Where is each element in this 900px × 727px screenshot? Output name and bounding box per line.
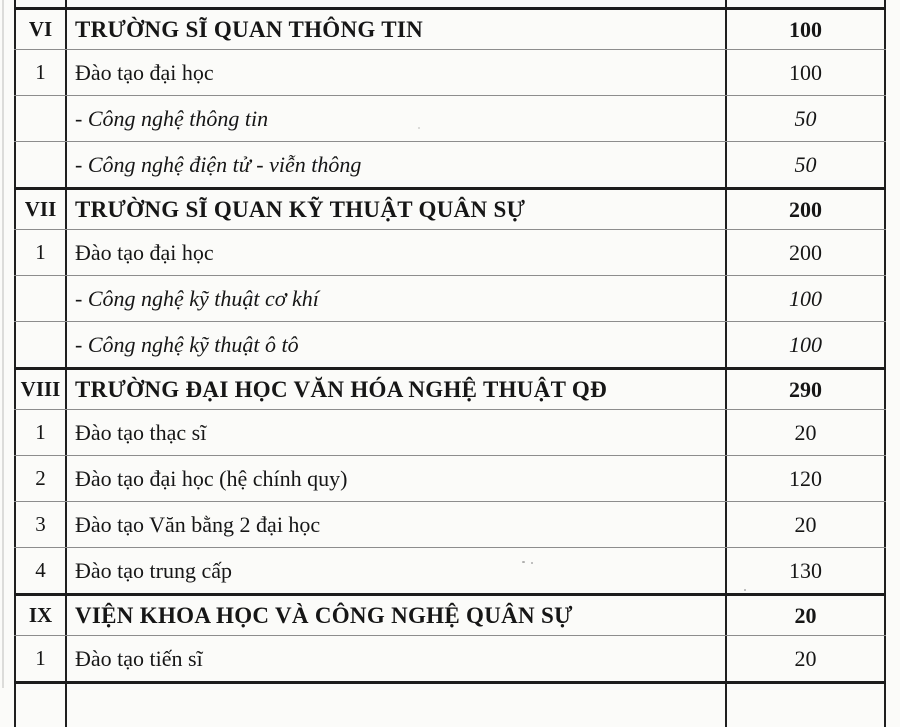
row-number-cell: VI bbox=[14, 10, 67, 49]
table-row bbox=[14, 409, 886, 455]
row-name-cell: Đào tạo đại học (hệ chính quy) bbox=[75, 465, 348, 491]
row-quota-cell: 100 bbox=[725, 322, 886, 367]
table-row bbox=[14, 593, 886, 635]
row-number-cell: 1 bbox=[14, 636, 67, 681]
row-number-cell bbox=[14, 684, 67, 727]
row-name-cell: - Công nghệ kỹ thuật ô tô bbox=[75, 331, 299, 357]
table-row bbox=[14, 455, 886, 501]
scan-speckle bbox=[744, 589, 746, 591]
scan-speckle bbox=[531, 562, 533, 564]
row-name-cell: - Công nghệ kỹ thuật cơ khí bbox=[75, 285, 319, 311]
row-quota-cell: 200 bbox=[725, 190, 886, 229]
row-quota-cell: 200 bbox=[725, 230, 886, 275]
row-quota-cell: 100 bbox=[725, 10, 886, 49]
row-name-cell: Đào tạo đại học bbox=[75, 59, 214, 85]
row-name-cell: Đào tạo thạc sĩ bbox=[75, 419, 207, 445]
scan-edge-artifact bbox=[2, 0, 4, 688]
row-quota-cell: 20 bbox=[725, 596, 886, 635]
row-name-cell: TRƯỜNG ĐẠI HỌC VĂN HÓA NGHỆ THUẬT QĐ bbox=[75, 376, 607, 402]
row-number-cell: VIII bbox=[14, 370, 67, 409]
row-name-cell: TRƯỜNG SĨ QUAN THÔNG TIN bbox=[75, 16, 423, 42]
table-row bbox=[14, 321, 886, 367]
row-number-cell bbox=[14, 142, 67, 187]
row-number-cell bbox=[14, 322, 67, 367]
row-number-cell: 3 bbox=[14, 502, 67, 547]
row-quota-cell: 20 bbox=[725, 502, 886, 547]
table-row bbox=[14, 501, 886, 547]
row-name-cell: TRƯỜNG SĨ QUAN KỸ THUẬT QUÂN SỰ bbox=[75, 196, 526, 222]
table-row bbox=[14, 141, 886, 187]
row-name-cell: Đào tạo Văn bằng 2 đại học bbox=[75, 511, 321, 537]
row-quota-cell: 120 bbox=[725, 456, 886, 501]
table-row bbox=[14, 367, 886, 409]
scan-speckle bbox=[418, 127, 420, 129]
table-row bbox=[14, 7, 886, 49]
row-number-cell bbox=[14, 276, 67, 321]
row-quota-cell: 50 bbox=[725, 142, 886, 187]
row-quota-cell: 50 bbox=[725, 96, 886, 141]
table-row bbox=[14, 49, 886, 95]
table-body bbox=[14, 0, 886, 727]
row-name-cell: VIỆN KHOA HỌC VÀ CÔNG NGHỆ QUÂN SỰ bbox=[75, 602, 573, 628]
enrollment-quota-table bbox=[14, 0, 886, 727]
row-name-cell: - Công nghệ điện tử - viễn thông bbox=[75, 151, 362, 177]
table-row bbox=[14, 229, 886, 275]
row-quota-cell: 130 bbox=[725, 548, 886, 593]
row-name-cell: Đào tạo đại học bbox=[75, 239, 214, 265]
table-row bbox=[14, 187, 886, 229]
table-row bbox=[14, 0, 886, 7]
row-number-cell: 1 bbox=[14, 410, 67, 455]
row-quota-cell: 20 bbox=[725, 636, 886, 681]
row-quota-cell bbox=[725, 684, 886, 727]
row-number-cell bbox=[14, 96, 67, 141]
table-row bbox=[14, 95, 886, 141]
row-quota-cell: 100 bbox=[725, 276, 886, 321]
row-number-cell: 2 bbox=[14, 456, 67, 501]
row-number-cell: 1 bbox=[14, 230, 67, 275]
row-name-cell: Đào tạo trung cấp bbox=[75, 557, 232, 583]
row-number-cell bbox=[14, 0, 67, 7]
row-name-cell: - Công nghệ thông tin bbox=[75, 105, 269, 131]
row-quota-cell: 100 bbox=[725, 50, 886, 95]
row-quota-cell bbox=[725, 0, 886, 7]
row-number-cell: 1 bbox=[14, 50, 67, 95]
row-quota-cell: 290 bbox=[725, 370, 886, 409]
row-number-cell: IX bbox=[14, 596, 67, 635]
table-row bbox=[14, 275, 886, 321]
row-number-cell: 4 bbox=[14, 548, 67, 593]
table-row bbox=[14, 547, 886, 593]
row-name-cell bbox=[67, 0, 725, 7]
row-name-cell: Đào tạo tiến sĩ bbox=[75, 645, 203, 671]
table-row bbox=[14, 635, 886, 681]
scan-speckle bbox=[522, 561, 525, 563]
row-number-cell: VII bbox=[14, 190, 67, 229]
row-quota-cell: 20 bbox=[725, 410, 886, 455]
row-name-cell bbox=[67, 684, 725, 727]
